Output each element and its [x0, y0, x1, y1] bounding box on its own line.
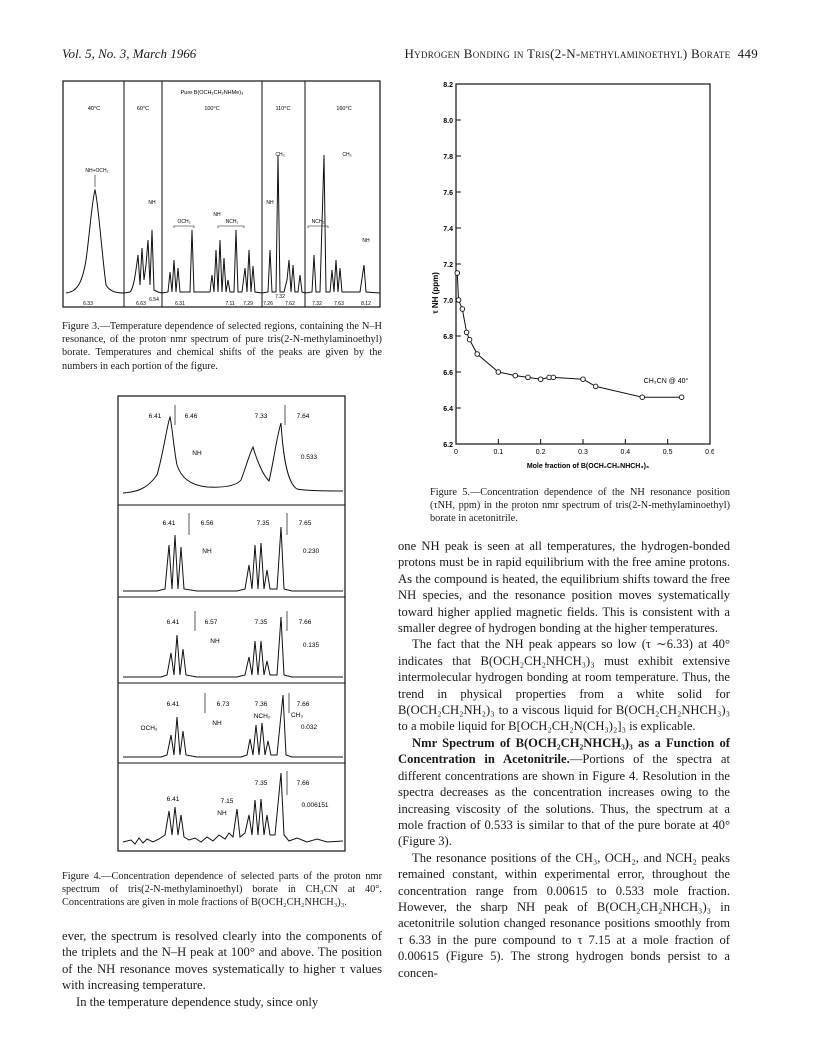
figure-4-caption: Figure 4.—Concentration dependence of selected parts of the proton nmr spectrum of tris(2-N-methylaminoethyl) borate in CH₃CN at 40°. Concentrations are given in mole fractions of B(OCH₂CH₂NHCH₃)₃.: [62, 871, 382, 909]
paragraph: The fact that the NH peak appears so low (τ ∼6.33) at 40° indicates that B(OCH₂CH₂NHCH₃)₃ must exhibit extensive intermolecular hydrogen bonding at room temperature. Thus, the trend in physical properties from a white solid for B(OCH₂CH₂NH₂)₃ to a viscous liquid for B(OCH₂CH₂NHCH₃)₃ to a mobile liquid for B[OCH₂CH₂N(CH₃)₂]₃ is explicable.: [398, 637, 730, 734]
section-text: —Portions of the spectra at different concentrations are shown in Figure 4. Resolution in the spectra decreases as the concentration increases owing to the increasing viscosity of the solutions. Thus, the spectrum at a mole fraction of 0.533 is similar to that of the pure borate at 40° (Figure 3).: [398, 752, 730, 849]
x-tick-label: 0.4: [620, 449, 631, 456]
fig3-shift: 7.11: [225, 301, 235, 307]
data-point: [593, 384, 598, 389]
fig4-p5-label: 7.35: [254, 780, 268, 787]
fig3-shift: 6.31: [175, 301, 185, 307]
fig3-temp-100: 100°C: [204, 106, 220, 112]
x-tick-label: 0.1: [493, 449, 504, 456]
y-tick-label: 7.6: [443, 190, 453, 197]
data-point: [513, 373, 518, 378]
fig4-p1-label: 7.64: [296, 413, 310, 420]
fig3-temp-110: 110°C: [275, 106, 291, 112]
x-tick-label: 0.6: [705, 449, 714, 456]
plot-frame: [456, 84, 710, 444]
figure-3-caption: Figure 3.—Temperature dependence of selected regions, containing the N–H resonance, of the proton nmr spectrum of pure tris(2-N-methylaminoethyl) borate. Temperatures and chemical shifts of the peaks are given by the numbers in each portion of the figure.: [62, 321, 382, 372]
fig4-p5-conc: 0.006151: [301, 802, 329, 809]
figure-4: [117, 395, 347, 853]
y-tick-label: 8.2: [443, 82, 453, 89]
page-number: 449: [737, 46, 758, 61]
fig4-p5-label: 7.15: [220, 798, 234, 805]
fig4-p1-label: 6.46: [184, 413, 198, 420]
data-point: [456, 298, 461, 303]
fig3-label-nch2-100: NCH₂: [225, 219, 239, 225]
fig3-label-och2: OCH₂: [177, 219, 191, 225]
y-tick-label: 8.0: [443, 118, 453, 125]
figure-5: [418, 78, 714, 476]
fig4-p3-nh: NH: [210, 638, 220, 645]
data-point: [467, 337, 472, 342]
fig3-shift: 7.29: [243, 301, 253, 307]
figure-3: [62, 80, 382, 310]
fig4-p2-conc: 0.230: [302, 548, 320, 555]
right-column-text: [398, 538, 730, 981]
fig4-p2-nh: NH: [202, 548, 212, 555]
fig4-p2-label: 6.56: [200, 520, 214, 527]
fig3-shift: 7.62: [285, 301, 295, 307]
data-point: [496, 370, 501, 375]
header-title: Hydrogen Bonding in Tris(2-N-methylaminoethyl) Borate: [404, 46, 731, 61]
y-tick-label: 7.8: [443, 154, 453, 161]
fig4-p4-label: 7.36: [254, 701, 268, 708]
fig4-p5-label: 6.41: [166, 796, 180, 803]
fig4-p3-label: 6.41: [166, 619, 180, 626]
fig3-temp-40: 40°C: [87, 106, 101, 112]
fig4-p2-label: 6.41: [162, 520, 176, 527]
fig4-p1-label: 6.41: [148, 413, 162, 420]
data-point: [464, 330, 469, 335]
data-point: [640, 395, 645, 400]
figure-5-chart: [418, 78, 714, 476]
x-tick-label: 0: [454, 449, 458, 456]
fig3-shift: 6.63: [136, 301, 146, 307]
fig4-p4-label: 6.41: [166, 701, 180, 708]
paragraph: The resonance positions of the CH₃, OCH₂, and NCH₂ peaks remained constant, within experimental error, throughout the concentration range from 0.00615 to 0.533 mole fraction. However, the sharp NH peak of B(OCH₂CH₂NHCH₃)₃ in acetonitrile solution changed resonance positions smoothly from τ 6.33 in the pure compound to τ 7.15 at a mole fraction of 0.00615 (Figure 5). The strong hydrogen bonds persist to a concen-: [398, 850, 730, 980]
data-point: [551, 375, 556, 380]
fig3-label-nh-och2: NH+OCH₂: [85, 168, 109, 174]
fig4-p3-conc: 0.135: [302, 642, 320, 649]
fig4-p3-label: 7.66: [298, 619, 312, 626]
y-tick-label: 7.0: [443, 298, 453, 305]
fig3-label-ch3-160: CH₃: [342, 152, 352, 158]
data-point: [460, 307, 465, 312]
fig3-temp-60: 60°C: [136, 106, 150, 112]
fig4-p3-label: 6.57: [204, 619, 218, 626]
paragraph: one NH peak is seen at all temperatures, the hydrogen-bonded protons must be in rapid equilibrium with the free amine protons. As the compound is heated, the equilibrium shifts toward the free NH species, and the resonance position moves systematically toward higher applied magnetic fields. This is consistent with a smaller degree of hydrogen bonding at the higher temperatures.: [398, 539, 730, 636]
figure-5-caption: Figure 5.—Concentration dependence of the NH resonance position (τNH, ppm) in the proton nmr spectrum of tris(2-N-methylaminoethyl) borate in acetonitrile.: [430, 487, 730, 525]
data-point: [538, 377, 543, 382]
paragraph: ever, the spectrum is resolved clearly into the components of the triplets and the N–H peak at 100° and above. The position of the NH resonance moves systematically to higher τ values with increasing temperature.: [62, 929, 382, 993]
fig3-label-nh-160: NH: [362, 238, 370, 244]
running-header-title: [404, 46, 758, 62]
fig4-p1-label: 7.33: [254, 413, 268, 420]
fig4-p3-label: 7.35: [254, 619, 268, 626]
data-point: [475, 352, 480, 357]
data-point: [526, 375, 531, 380]
y-tick-label: 6.2: [443, 442, 453, 449]
fig4-p1-nh: NH: [192, 450, 202, 457]
y-tick-label: 6.4: [443, 406, 453, 413]
fig3-label-ch3-110: CH₃: [275, 152, 285, 158]
fig3-shift: 7.32: [275, 294, 285, 300]
fig4-p4-ch3: CH₃: [290, 712, 304, 719]
fig3-label-nh-60: NH: [148, 200, 156, 206]
fig4-p4-nh: NH: [212, 720, 222, 727]
x-tick-label: 0.5: [662, 449, 673, 456]
fig3-label-nh-110: NH: [266, 200, 274, 206]
figure-3-spectra: [62, 80, 382, 310]
fig5-ylabel: τ NH (ppm): [431, 272, 440, 314]
y-tick-label: 6.6: [443, 370, 453, 377]
fig3-shift: 7.26: [263, 301, 273, 307]
x-tick-label: 0.2: [535, 449, 546, 456]
fig4-p5-nh: NH: [217, 810, 227, 817]
paragraph: In the temperature dependence study, since only: [76, 994, 319, 1009]
fig4-p4-nch2: NCH₂: [253, 713, 271, 720]
y-tick-label: 7.4: [443, 226, 453, 233]
data-point: [679, 395, 684, 400]
x-tick-label: 0.3: [578, 449, 588, 456]
fig4-p4-conc: 0.032: [300, 724, 318, 731]
fig4-p4-och2: OCH₂: [140, 725, 158, 732]
fig3-shift: 6.54: [149, 297, 159, 303]
fig3-title: Pure B(OCH₂CH₂NHMe)₃: [180, 90, 244, 96]
y-tick-label: 6.8: [443, 334, 453, 341]
fig3-shift: 8.12: [361, 301, 371, 307]
fig3-temp-160: 160°C: [336, 106, 352, 112]
fig5-annotation: CH₃CN @ 40°: [643, 378, 689, 385]
fig4-p5-label: 7.66: [296, 780, 310, 787]
fig3-shift: 6.33: [83, 301, 93, 307]
data-point: [455, 271, 460, 276]
fig4-p1-conc: 0.533: [300, 454, 318, 461]
fig5-xlabel: Mole fraction of B(OCH₂CH₂NHCH₃)₃: [526, 463, 650, 470]
fig4-p2-label: 7.35: [256, 520, 270, 527]
section-heading: Nmr Spectrum of B(OCH₂CH₂NHCH₃)₃ as a Function of Concentration in Acetonitrile.: [398, 735, 730, 767]
fig3-shift: 7.32: [312, 301, 322, 307]
section-paragraph: [398, 735, 730, 850]
left-column-text: [62, 928, 382, 1010]
fig4-p4-label: 7.66: [296, 701, 310, 708]
running-header-journal: Vol. 5, No. 3, March 1966: [62, 46, 197, 61]
y-tick-label: 7.2: [443, 262, 453, 269]
figure-4-spectra: [117, 395, 347, 853]
data-point: [581, 377, 586, 382]
fig4-p2-label: 7.65: [298, 520, 312, 527]
fig3-shift: 7.63: [334, 301, 344, 307]
fig4-p4-label: 6.73: [216, 701, 230, 708]
fig3-label-nh-100: NH: [213, 212, 221, 218]
fig3-label-nch2-160: NCH₂: [311, 219, 325, 225]
